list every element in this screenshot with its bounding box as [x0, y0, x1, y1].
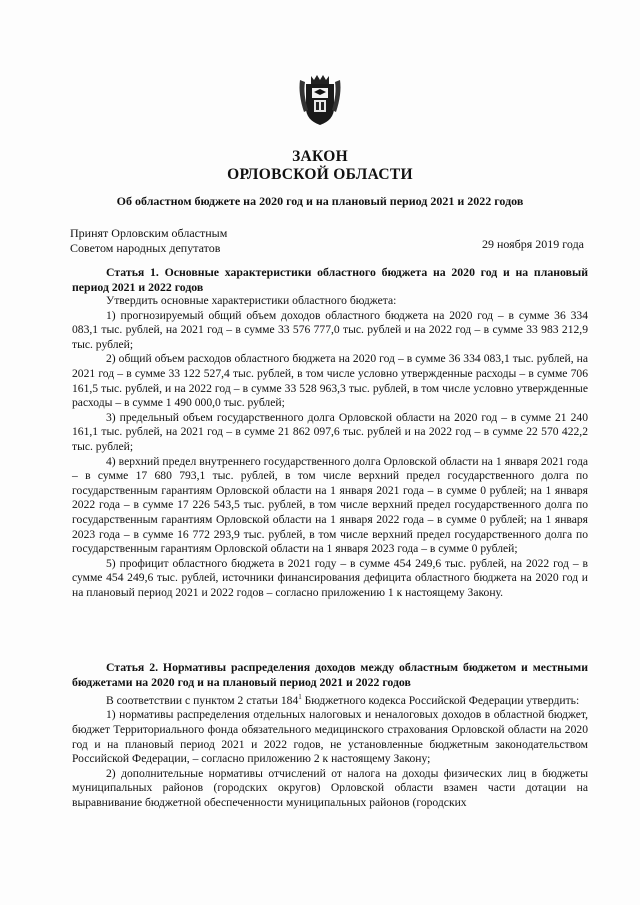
law-subtitle: Об областном бюджете на 2020 год и на плановый период 2021 и 2022 годов	[116, 194, 524, 208]
adoption-date: 29 ноября 2019 года	[481, 237, 584, 251]
article-1-intro: Утвердить основные характеристики областного бюджета:	[106, 294, 397, 307]
law-region: ОРЛОВСКОЙ ОБЛАСТИ	[227, 166, 413, 183]
article-2-heading: Статья 2. Нормативы распределения доходов между областным бюджетом и местными бюджетами на 2020 год и на плановый период 2021 и 2022 годов	[72, 660, 588, 689]
adoption-info	[70, 226, 227, 256]
article-1-item: 4) верхний предел внутреннего государственного долга Орловской области на 1 января 2021 года – в сумме 17 680 793,1 тыс. рублей, в том числе верхний предел государственного долга по государственным гарантиям Орловской области на 1 января 2021 года – в сумме 0 рублей; на 1 января 2022 года – в сумме 17 226 543,5 тыс. рублей, в том числе верхний предел государственного долга по государственным гарантиям Орловской области на 1 января 2022 года – в сумме 0 рублей; на 1 января 2023 года – в сумме 16 772 293,9 тыс. рублей, в том числе верхний предел государственного долга по государственным гарантиям Орловской области на 1 января 2023 года – в сумме 0 рублей;	[72, 454, 588, 556]
article-2-body	[72, 690, 588, 811]
law-title: ЗАКОН	[292, 148, 348, 165]
article-2-intro-sup: 1	[298, 693, 302, 701]
article-1-item: 2) общий объем расходов областного бюджета на 2020 год – в сумме 36 334 083,1 тыс. рублей, на 2021 год – в сумме 33 122 527,4 тыс. рублей, в том числе условно утвержденные расходы – в сумме 706 161,5 тыс. рублей, и на 2022 год – в сумме 33 528 963,3 тыс. рублей, в том числе условно утвержденные расходы – в сумме 1 490 000,0 тыс. рублей;	[72, 352, 588, 410]
article-1-item: 3) предельный объем государственного долга Орловской области на 2020 год – в сумме 21 240 161,1 тыс. рублей, на 2021 год – в сумме 21 862 097,6 тыс. рублей и на 2022 год – в сумме 22 570 422,2 тыс. рублей;	[72, 410, 588, 453]
article-1-body	[72, 294, 588, 600]
article-2-intro-text: В соответствии с пунктом 2 статьи 184	[106, 693, 299, 707]
adoption-line: Принят Орловским областным	[70, 226, 228, 240]
article-2-item: 2) дополнительные нормативы отчислений от налога на доходы физических лиц в бюджеты муниципальных районов (городских округов) Орловской области взамен части дотации на выравнивание бюджетной обеспеченности муниципальных районов (городских	[72, 766, 588, 810]
coat-of-arms-icon	[298, 74, 342, 126]
article-1-item: 1) прогнозируемый общий объем доходов областного бюджета на 2020 год – в сумме 36 334 083,1 тыс. рублей, на 2021 год – в сумме 33 576 777,0 тыс. рублей и на 2022 год – в сумме 33 983 212,9 тыс. рублей;	[72, 308, 588, 351]
article-2-item: 1) нормативы распределения отдельных налоговых и неналоговых доходов в областной бюджет, бюджет Территориального фонда обязательного медицинского страхования Орловской области на 2020 год и на плановый период 2021 и 2022 годов, не установленные бюджетным законодательством Российской Федерации, – согласно приложению 2 к настоящему Закону;	[72, 708, 588, 766]
article-1-heading: Статья 1. Основные характеристики областного бюджета на 2020 год и на плановый период 2021 и 2022 годов	[72, 265, 588, 294]
article-2-intro-text: Бюджетного кодекса Российской Федерации утвердить:	[301, 693, 580, 707]
article-1-item: 5) профицит областного бюджета в 2021 году – в сумме 454 249,6 тыс. рублей, на 2022 год – в сумме 454 249,6 тыс. рублей, источники финансирования дефицита областного бюджета на 2020 год и на плановый период 2021 и 2022 годов – согласно приложению 1 к настоящему Закону.	[72, 556, 588, 599]
article-2-intro	[72, 690, 588, 708]
adoption-line: Советом народных депутатов	[70, 241, 221, 255]
